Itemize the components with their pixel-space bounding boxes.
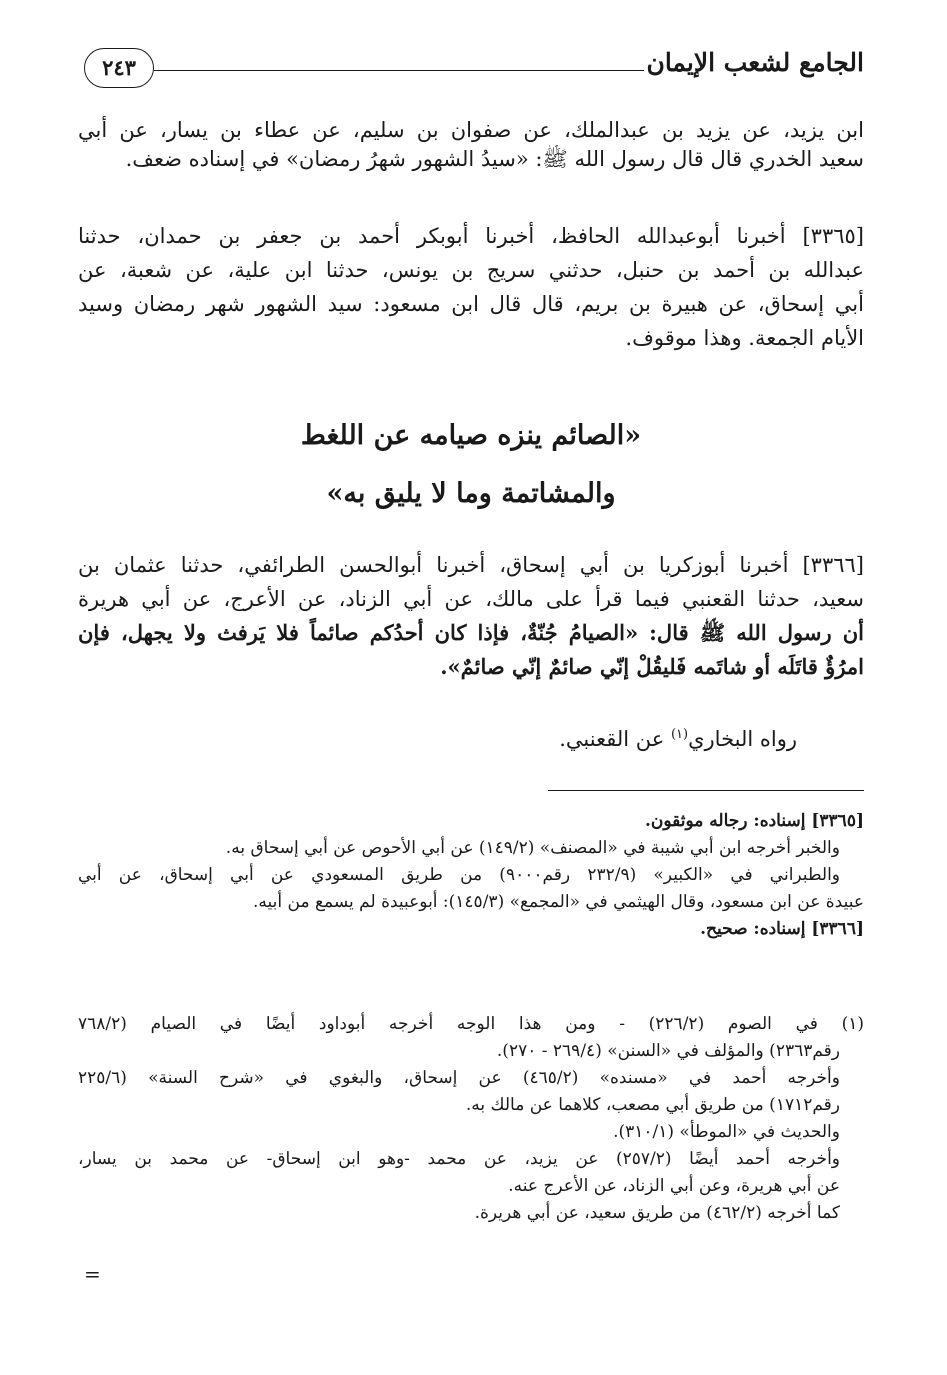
footnote-line: والطبراني في «الكبير» (٢٣٢/٩ رقم٩٠٠٠) من طريق المسعودي عن أبي إسحاق، عن أبي (78, 865, 840, 885)
text-line: أن رسول الله ﷺ قال: «الصيامُ جُنّةٌ، فإذا كان أحدُكم صائماً فلا يَرفث ولا يجهل، فإن (78, 620, 864, 645)
text-line: الأيام الجمعة. وهذا موقوف. (625, 326, 864, 350)
footnote-line: رقم٢٣٦٣) والمؤلف في «السنن» (٢٦٩/٤ - ٢٧٠). (496, 1041, 840, 1061)
footnote-line: (١) في الصوم (٢٢٦/٢) - ومن هذا الوجه أخرجه أبوداود أيضًا في الصيام (٧٦٨/٢ (78, 1014, 864, 1034)
book-title: الجامع لشعب الإيمان (646, 48, 864, 77)
chapter-title-line: «الصائم ينزه صيامه عن اللغط (300, 420, 642, 451)
text-line: أبي إسحاق، عن هبيرة بن بريم، قال قال ابن مسعود: سيد الشهور شهر رمضان وسيد (78, 292, 864, 316)
footnote-line: وأخرجه أحمد في «مسنده» (٤٦٥/٢) عن إسحاق، والبغوي في «شرح السنة» (٢٢٥/٦ (78, 1068, 840, 1088)
footnote-line: عن أبي هريرة، وعن أبي الزناد، عن الأعرج عنه. (508, 1176, 840, 1196)
footnote-1 (78, 1011, 864, 1227)
continuation-mark: = (84, 1262, 101, 1286)
hadith-3365 (78, 219, 864, 355)
footnote-line: والحديث في «الموطأ» (٣١٠/١). (613, 1122, 840, 1142)
footnote-label: [٣٣٦٥] إسناده: رجاله موثقون. (644, 811, 864, 831)
footnote-line: عبيدة عن ابن مسعود، وقال الهيثمي في «المجمع» (١٤٥/٣): أبوعبيدة لم يسمع من أبيه. (253, 892, 864, 912)
footnote-ref[interactable]: (١) (670, 727, 689, 742)
footnote-3365 (78, 808, 864, 943)
text-line: سعيد، حدثنا القعنبي فيما قرأ على مالك، عن أبي الزناد، عن الأعرج، عن أبي هريرة (78, 587, 864, 611)
footnote-line: رقم١٧١٢) من طريق أبي مصعب، كلاهما عن مالك به. (465, 1095, 840, 1115)
running-header (84, 48, 864, 92)
paragraph-intro (78, 116, 864, 174)
page-number-badge: ٢٤٣ (84, 48, 154, 88)
hadith-3366 (78, 548, 864, 684)
footnote-line: والخبر أخرجه ابن أبي شيبة في «المصنف» (١٤٩/٢) عن أبي الأحوص عن أبي إسحاق به. (225, 838, 840, 858)
text-line: [٣٣٦٥] أخبرنا أبوعبدالله الحافظ، أخبرنا أبوبكر أحمد بن جعفر بن حمدان، حدثنا (78, 224, 864, 248)
footnote-line: وأخرجه أحمد أيضًا (٢٥٧/٢) عن يزيد، عن محمد -وهو ابن إسحاق- عن محمد بن يسار، (78, 1149, 841, 1169)
text-line: امرُؤٌ قاتَلَه أو شاتَمه فَليقُلْ إنّي صائمٌ إنّي صائمٌ». (440, 654, 864, 679)
narration-line (559, 727, 797, 751)
chapter-title-line: والمشاتمة وما لا يليق به» (326, 478, 616, 509)
narration-text: رواه البخاري (688, 727, 797, 751)
header-rule (154, 70, 644, 71)
footnote-line: كما أخرجه (٤٦٢/٢) من طريق سعيد، عن أبي هريرة. (474, 1203, 840, 1223)
chapter-title (78, 414, 864, 516)
footnote-separator (548, 790, 864, 791)
text-line: عبدالله بن أحمد بن حنبل، حدثني سريج بن يونس، حدثنا ابن علية، عن شعبة، عن (78, 258, 864, 282)
narration-end: عن القعنبي. (559, 727, 671, 751)
footnote-label: [٣٣٦٦] إسناده: صحيح. (700, 919, 864, 939)
text-line: ابن يزيد، عن يزيد بن عبدالملك، عن صفوان بن سليم، عن عطاء بن يسار، عن أبي (78, 118, 864, 142)
text-line: سعيد الخدري قال قال رسول الله ﷺ: «سيدُ الشهور شهرُ رمضان» في إسناده ضعف. (125, 147, 864, 171)
text-line: [٣٣٦٦] أخبرنا أبوزكريا بن أبي إسحاق، أخبرنا أبوالحسن الطرائفي، حدثنا عثمان بن (78, 553, 864, 577)
